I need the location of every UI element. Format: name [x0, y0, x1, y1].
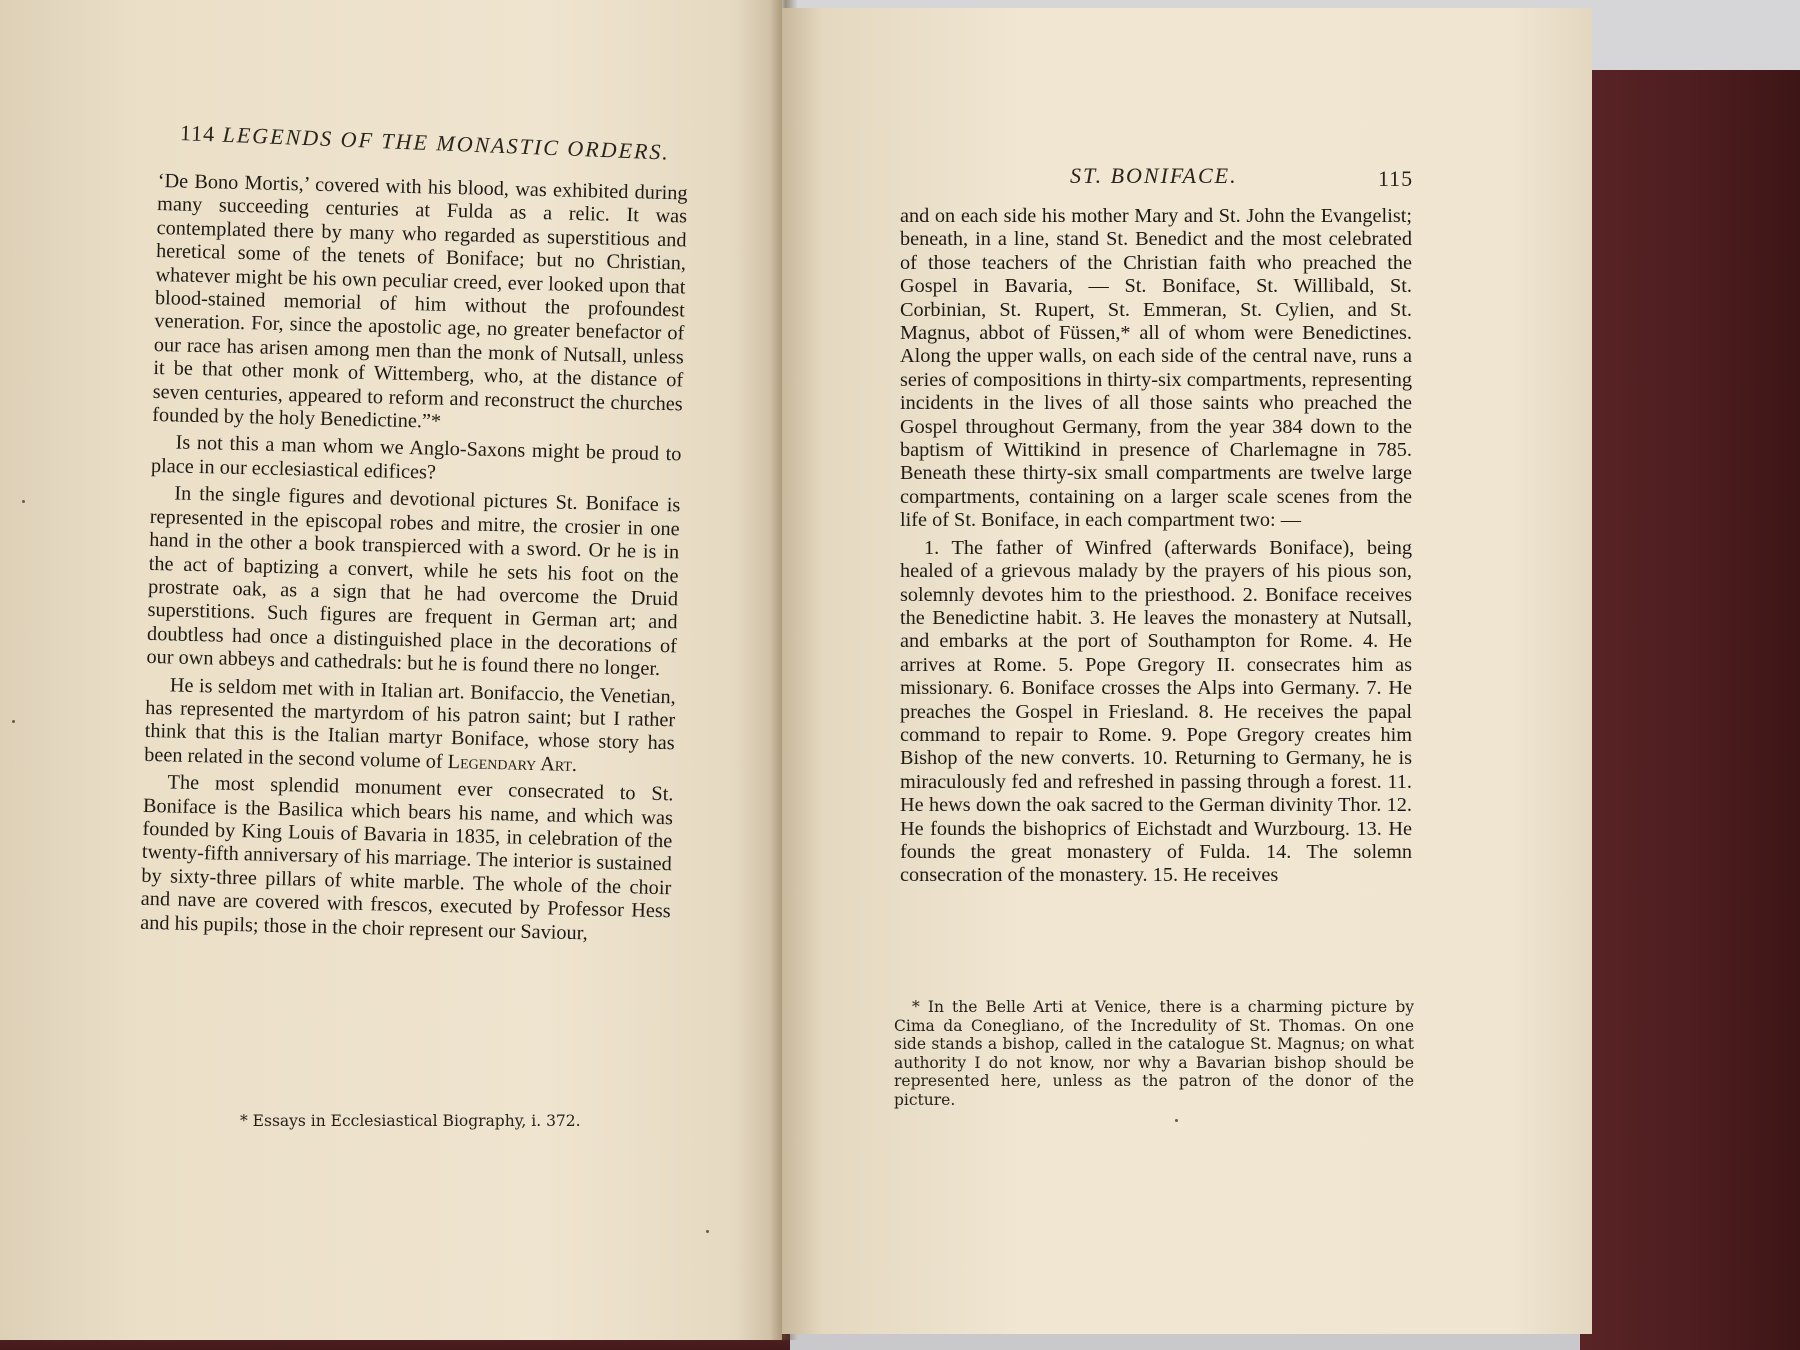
left-paragraph-3: In the single figures and devotional pictures St. Boniface is represented in the episcopal robes and mitre, the crosier in one hand in the other a book transpierced with a sword. Or he is in the act of baptizing a convert, while he sets his foot on the prostrate oak, as a sign that he had overcome the Druid superstitions. Such figures are frequent in German art; and doubtless had once a distinguished place in the decorations of our own abbeys and cathedrals: but he is found there no longer. [146, 482, 681, 681]
left-header-title: LEGENDS OF THE MONASTIC ORDERS. [222, 121, 671, 165]
right-footnote: * In the Belle Arti at Venice, there is a charming picture by Cima da Conegliano, of the Incredulity of St. Thomas. On one side stands a bishop, called in the catalogue St. Magnus; on what authority I do not know, nor why a Bavarian bishop should be represented here, unless as the patron of the donor of the picture. [894, 998, 1414, 1109]
page-speck [706, 1230, 709, 1233]
right-paragraph-2: 1. The father of Winfred (afterwards Boniface), being healed of a grievous malady by the prayers of his pious son, solemnly devotes him to the priesthood. 2. Boniface receives the Benedictine habit. 3. He leaves the monastery at Nutsall, and embarks at the port of Southampton for Rome. 4. He arrives at Rome. 5. Pope Gregory II. consecrates him as missionary. 6. Boniface crosses the Alps into Germany. 7. He preaches the Gospel in Friesland. 8. He receives the papal command to repair to Rome. 9. Pope Gregory creates him Bishop of the new converts. 10. Returning to Germany, he is miraculously fed and refreshed in passing through a forest. 11. He hews down the oak sacred to the German divinity Thor. 12. He founds the bishoprics of Eichstadt and Wurzbourg. 13. He founds the great monastery of Fulda. 14. The solemn consecration of the monastery. 15. He receives [900, 536, 1412, 887]
page-speck [12, 720, 15, 723]
left-body-text [140, 170, 688, 951]
page-speck [1175, 1119, 1178, 1122]
title-suffix: . [571, 753, 578, 776]
right-page-number: 115 [1378, 166, 1414, 191]
right-body-text [900, 205, 1412, 892]
right-running-head [1070, 163, 1238, 189]
left-paragraph-1: ‘De Bono Mortis,’ covered with his blood, was exhibited during many succeeding centuries at Fulda as a relic. It was contemplated there by many who regarded as superstitious and heretical some of the tenets of Boniface; but no Christian, whatever might be his own peculiar creed, ever looked upon that blood-stained memorial of him without the profoundest veneration. For, since the apostolic age, no greater benefactor of our race has arisen among men than the monk of Nutsall, unless it be that other monk of Wittemberg, who, at the distance of seven centuries, appeared to reform and reconstruct the churches founded by the holy Benedictine.”* [151, 170, 688, 433]
left-paragraph-2: Is not this a man whom we Anglo-Saxons might be proud to place in our ecclesiastical edifices? [150, 431, 682, 484]
left-running-head [179, 120, 670, 166]
right-paragraph-1: and on each side his mother Mary and St. John the Evangelist; beneath, in a line, stand St. Benedict and the most celebrated of those teachers of the Christian faith who preached the Gospel in Bavaria, — St. Boniface, St. Willibald, St. Corbinian, St. Rupert, St. Emmeran, St. Cylien, and St. Magnus, abbot of Füssen,* all of whom were Benedictines. Along the upper walls, on each side of the central nave, runs a series of compositions in thirty-six compartments, representing incidents in the lives of all those saints who preached the Gospel throughout Germany, from the year 384 down to the baptism of Wittikind in presence of Charlemagne in 785. Beneath these thirty-six small compartments are twelve large compartments, containing on a larger scale scenes from the life of St. Boniface, in each compartment two: — [900, 205, 1413, 532]
page-speck [22, 500, 25, 503]
left-paragraph-5: The most splendid monument ever consecrated to St. Boniface is the Basilica which bears his name, and which was founded by King Louis of Bavaria in 1835, in celebration of the twenty-fifth anniversary of his marriage. The interior is sustained by sixty-three pillars of white marble. The whole of the choir and nave are covered with frescos, executed by Professor Hess and his pupils; those in the choir represent our Saviour, [140, 771, 674, 944]
left-footnote: * Essays in Ecclesiastical Biography, i. 372. [240, 1112, 581, 1130]
book-cover-right [1580, 70, 1800, 1350]
left-page [0, 0, 782, 1340]
right-header-title: ST. BONIFACE. [1070, 163, 1238, 188]
left-paragraph-4-text: He is seldom met with in Italian art. Bonifaccio, the Venetian, has represented the martyrdom of his patron saint; but I rather think that this is the Italian martyr Boniface, whose story has been related in the second volume of [143, 673, 676, 773]
left-paragraph-4 [144, 673, 676, 779]
right-page [782, 8, 1592, 1334]
left-page-number: 114 [179, 120, 216, 147]
legendary-art-title: Legendary Art [447, 750, 573, 776]
